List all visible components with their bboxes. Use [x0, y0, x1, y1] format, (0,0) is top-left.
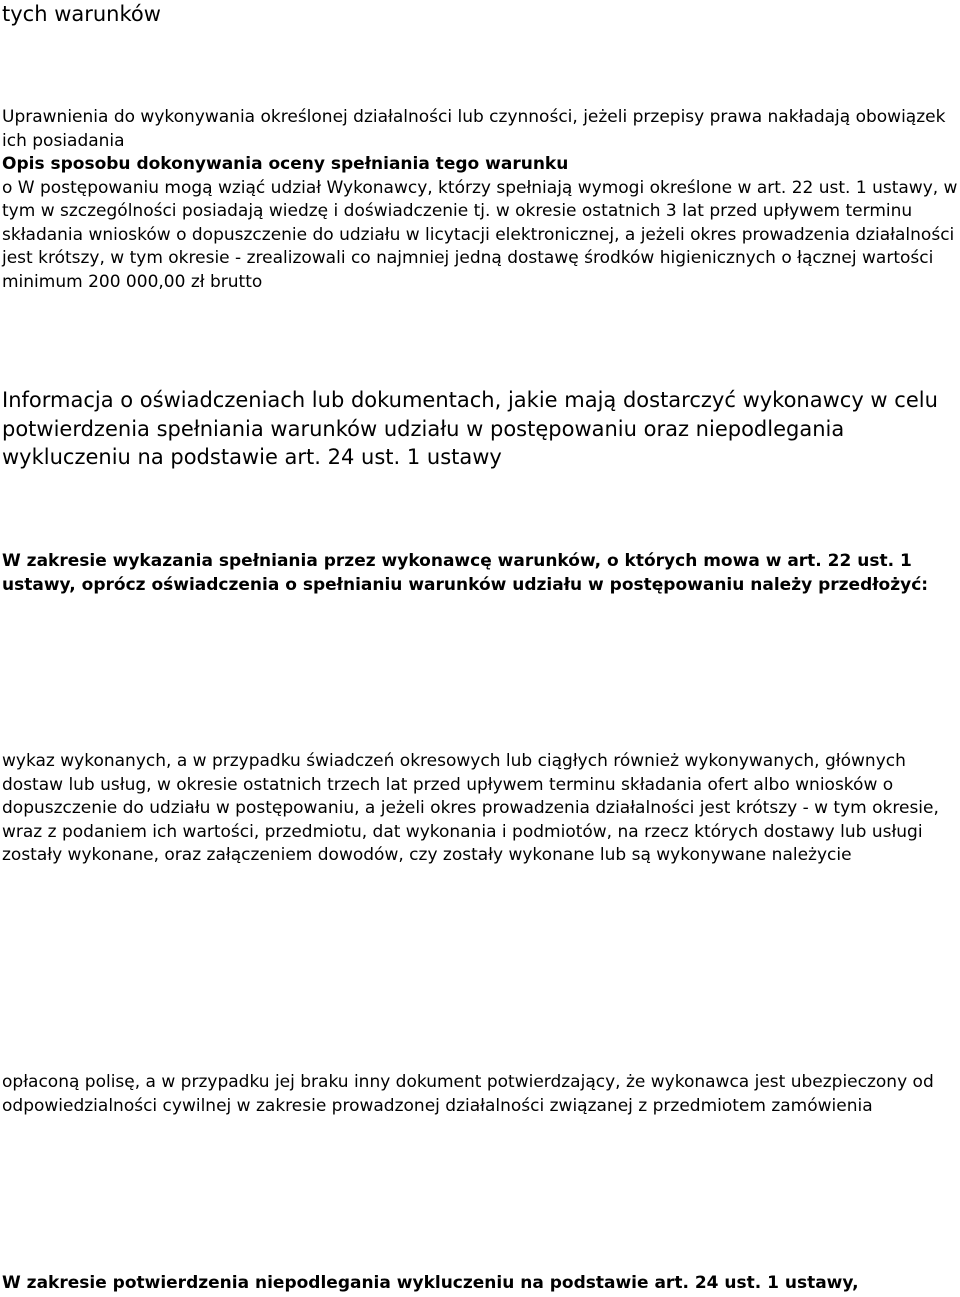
conditions-heading-text: W zakresie wykazania spełniania przez wykonawcę warunków, o których mowa w art. 22 ust. 1 ustawy, oprócz oświadczenia o spełnianiu warunków udziału w postępowaniu należy przedłożyć: [2, 551, 929, 595]
section-title-text: tych warunków [2, 2, 161, 26]
section-title [2, 0, 958, 28]
info-heading [2, 386, 958, 472]
document-item-text: opłaconą polisę, a w przypadku jej braku inny dokument potwierdzający, że wykonawca jest ubezpieczony od odpowiedzialności cywilnej w zakresie prowadzonej działalności związanej z przedmiotem zamówienia [2, 1072, 934, 1116]
conditions-heading [2, 550, 958, 597]
exclusion-heading [2, 1272, 958, 1296]
assessment-text: o W postępowaniu mogą wziąć udział Wykonawcy, którzy spełniają wymogi określone w art. 22 ust. 1 ustawy, w tym w szczególności posiadają wiedzę i doświadczenie tj. w okresie ostatnich 3 lat przed upływem terminu składania wniosków o dopuszczenie do udziału w licytacji elektronicznej, a jeżeli okres prowadzenia działalności jest krótszy, w tym okresie - zrealizowali co najmniej jedną dostawę środków higienicznych o łącznej wartości minimum 200 000,00 zł brutto [2, 177, 958, 292]
exclusion-heading-text: W zakresie potwierdzenia niepodlegania wykluczeniu na podstawie art. 24 ust. 1 ustawy, [2, 1273, 859, 1293]
info-heading-text: Informacja o oświadczeniach lub dokumentach, jakie mają dostarczyć wykonawcy w celu potwierdzenia spełniania warunków udziału w postępowaniu oraz niepodlegania wykluczeniu na podstawie art. 24 ust. 1 ustawy [2, 388, 938, 469]
document-item [2, 750, 958, 868]
document-item-text: wykaz wykonanych, a w przypadku świadczeń okresowych lub ciągłych również wykonywanych, głównych dostaw lub usług, w okresie ostatnich trzech lat przed upływem terminu składania ofert albo wniosków o dopuszczenie do udziału w postępowaniu, a jeżeli okres prowadzenia działalności jest krótszy - w tym okresie, wraz z podaniem ich wartości, przedmiotu, dat wykonania i podmiotów, na rzecz których dostawy lub usługi zostały wykonane, oraz załączeniem dowodów, czy zostały wykonane lub są wykonywane należycie [2, 751, 939, 865]
requirement-section [2, 106, 958, 294]
assessment-heading: Opis sposobu dokonywania oceny spełniania tego warunku [2, 154, 569, 174]
document-item [2, 1071, 958, 1118]
requirement-title: Uprawnienia do wykonywania określonej działalności lub czynności, jeżeli przepisy prawa nakładają obowiązek ich posiadania [2, 107, 946, 151]
